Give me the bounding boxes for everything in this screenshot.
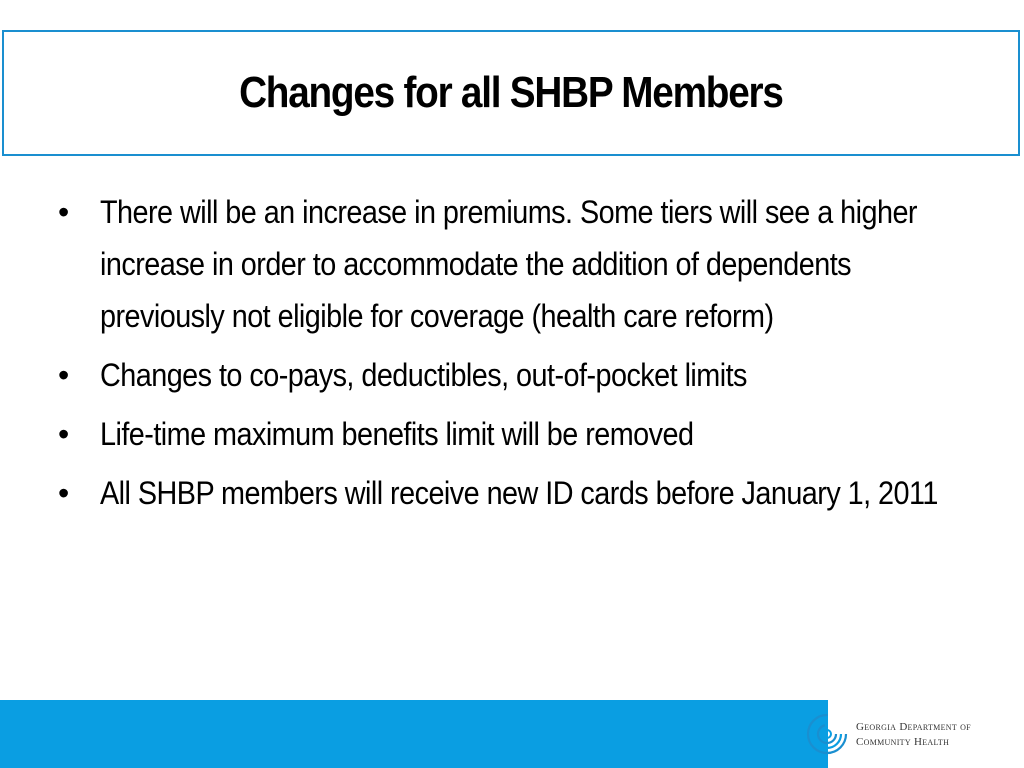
bullet-dot: •	[58, 475, 69, 511]
bullet-text: There will be an increase in premiums. Some tiers will see a higher increase in order to accommodate the addition of dependents previously not eligible for coverage (health care reform)	[100, 194, 917, 334]
slide-title: Changes for all SHBP Members	[239, 68, 783, 117]
bullet-item	[58, 349, 978, 401]
footer-band	[0, 700, 828, 768]
bullet-text: Changes to co-pays, deductibles, out-of-pocket limits	[100, 357, 747, 393]
bullet-dot: •	[58, 416, 69, 452]
bullet-text: All SHBP members will receive new ID cards before January 1, 2011	[100, 475, 938, 511]
swirl-logo-icon	[805, 712, 849, 756]
bullet-text: Life-time maximum benefits limit will be removed	[100, 416, 694, 452]
bullet-item	[58, 408, 978, 460]
bullet-list	[58, 186, 978, 526]
logo-line-2: Community Health	[856, 736, 950, 748]
bullet-dot: •	[58, 194, 69, 230]
logo-wordmark	[856, 720, 971, 750]
logo-line-1: Georgia Department of	[856, 721, 971, 733]
title-box	[2, 30, 1020, 156]
bullet-item	[58, 467, 978, 519]
bullet-dot: •	[58, 357, 69, 393]
bullet-item	[58, 186, 978, 342]
